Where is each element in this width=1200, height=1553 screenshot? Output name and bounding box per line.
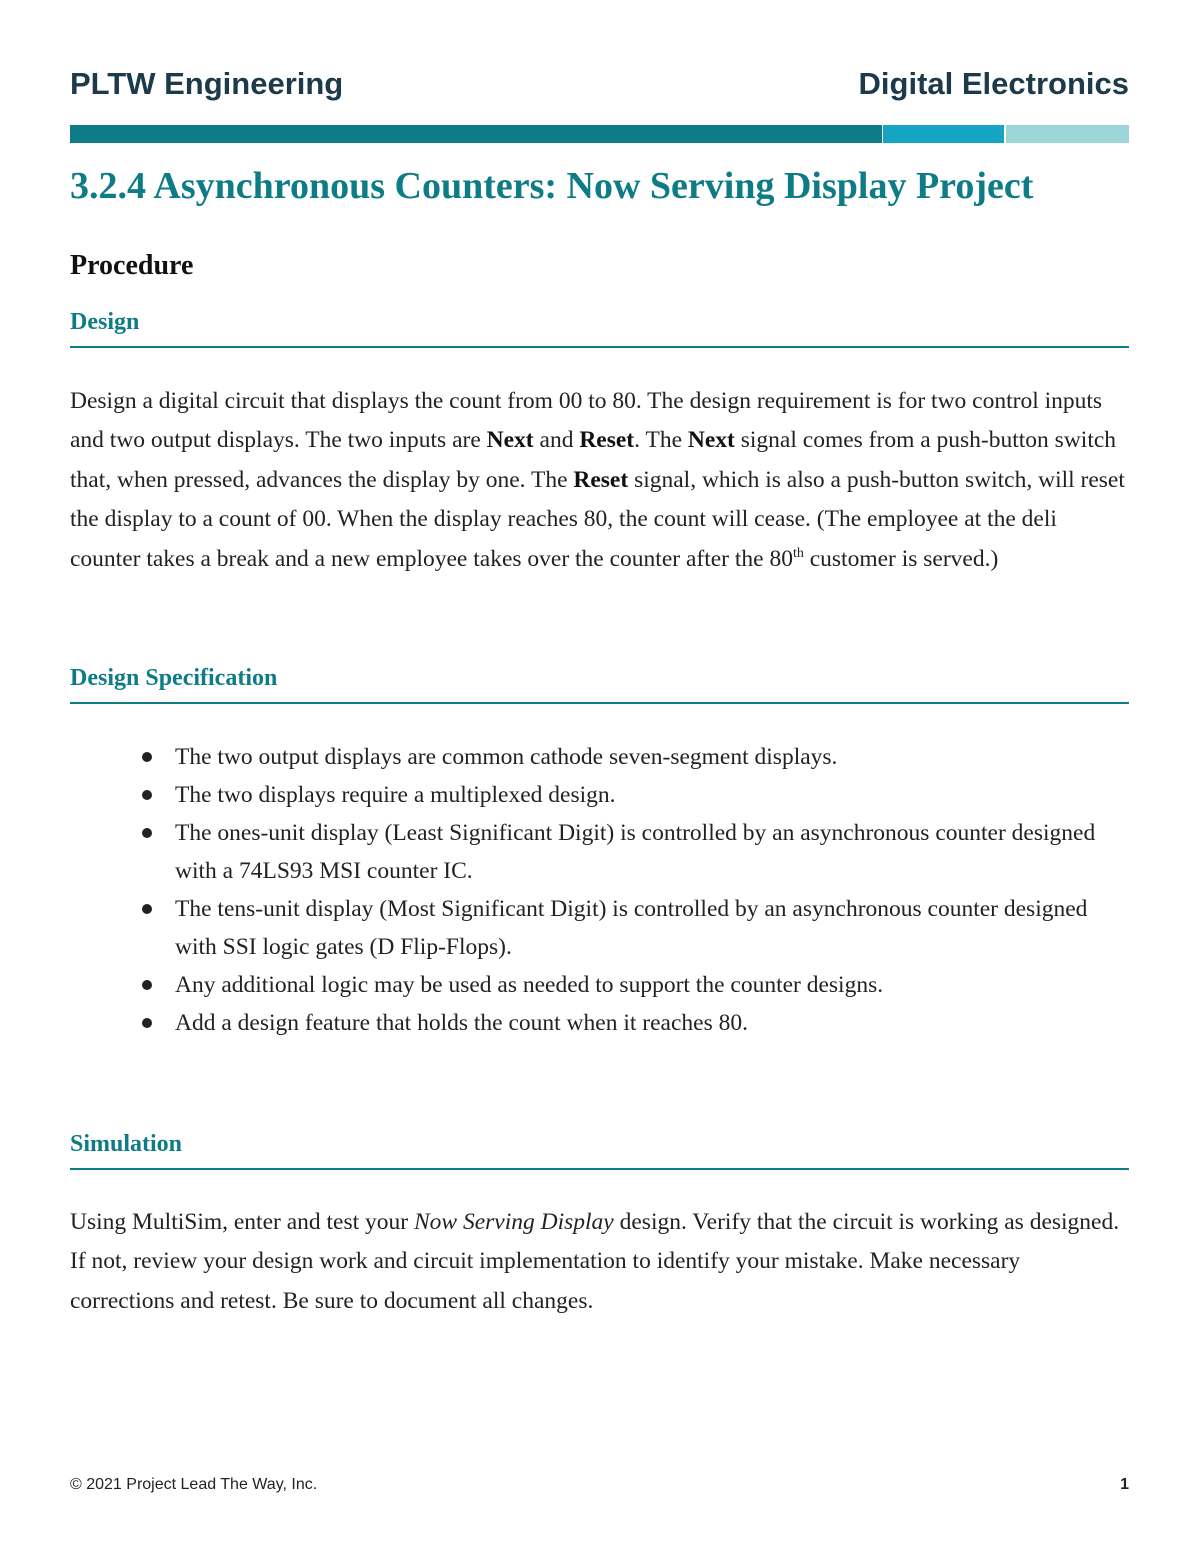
banner-segment-light — [1006, 125, 1129, 143]
list-item: The ones-unit display (Least Significant Digit) is controlled by an asynchronous counter designed with a 74LS93 MSI counter IC. — [70, 814, 1129, 890]
bullet-icon — [142, 980, 152, 990]
header-org: PLTW Engineering — [70, 66, 344, 101]
bullet-icon — [142, 904, 152, 914]
bullet-icon — [142, 828, 152, 838]
procedure-heading: Procedure — [70, 250, 194, 281]
banner-segment-dark — [70, 125, 882, 143]
document-title: 3.2.4 Asynchronous Counters: Now Serving Display Project — [70, 165, 1034, 207]
design-heading: Design — [70, 309, 1129, 348]
bullet-icon — [142, 790, 152, 800]
simulation-paragraph: Using MultiSim, enter and test your Now Serving Display design. Verify that the circuit is working as designed. If not, review your design work and circuit implementation to identify your mistake. Make necessary corrections and retest. Be sure to document all changes. — [70, 1209, 1120, 1314]
list-item: The two displays require a multiplexed design. — [70, 776, 1129, 814]
copyright-text: © 2021 Project Lead The Way, Inc. — [70, 1476, 318, 1493]
bullet-icon — [142, 752, 152, 762]
list-item: Add a design feature that holds the count when it reaches 80. — [70, 1004, 1129, 1042]
page-header — [70, 62, 1129, 106]
specification-list — [70, 738, 1129, 1042]
banner-segment-mid — [883, 125, 1004, 143]
simulation-heading: Simulation — [70, 1131, 1129, 1170]
list-item: The two output displays are common cathode seven-segment displays. — [70, 738, 1129, 776]
page-number: 1 — [1120, 1476, 1129, 1493]
design-specification-heading: Design Specification — [70, 665, 1129, 704]
list-item: Any additional logic may be used as needed to support the counter designs. — [70, 966, 1129, 1004]
header-course: Digital Electronics — [858, 66, 1129, 101]
header-banner — [70, 125, 1129, 143]
list-item: The tens-unit display (Most Significant Digit) is controlled by an asynchronous counter designed with SSI logic gates (D Flip-Flops). — [70, 890, 1129, 966]
design-paragraph: Design a digital circuit that displays the count from 00 to 80. The design requirement is for two control inputs and two output displays. The two inputs are Next and Reset. The Next signal comes from a push-button switch that, when pressed, advances the display by one. The Reset signal, which is also a push-button switch, will reset the display to a count of 00. When the display reaches 80, the count will cease. (The employee at the deli counter takes a break and a new employee takes over the counter after the 80th customer is served.) — [70, 388, 1125, 572]
bullet-icon — [142, 1018, 152, 1028]
document-page — [70, 0, 1129, 1553]
